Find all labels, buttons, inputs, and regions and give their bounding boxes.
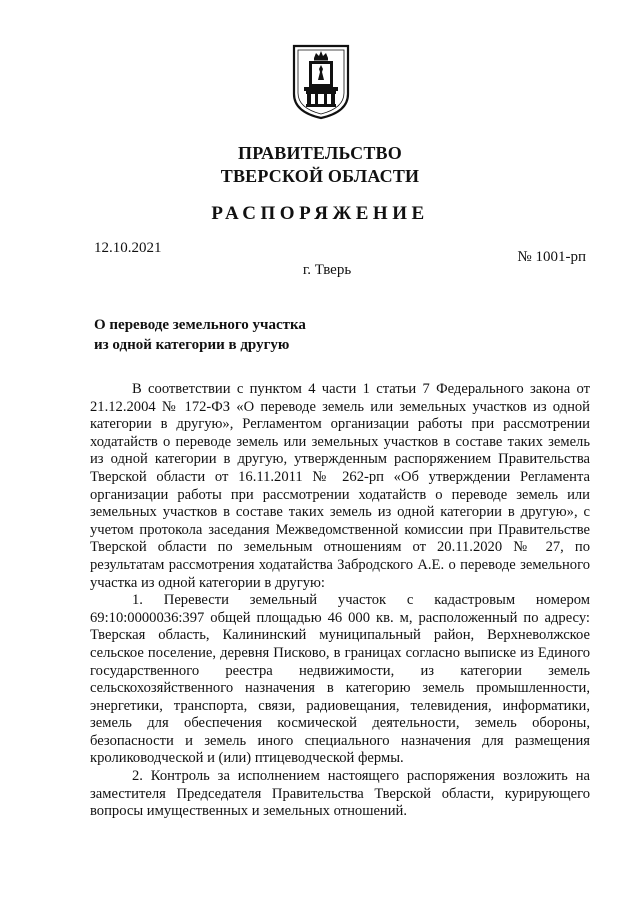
- document-city: г. Тверь: [302, 262, 352, 278]
- document-number: № 1001-рп: [517, 249, 586, 265]
- subject-line1: О переводе земельного участка: [94, 317, 306, 333]
- organization-name-line1: ПРАВИТЕЛЬСТВО: [238, 143, 402, 163]
- item-1-paragraph: 1. Перевести земельный участок с кадастровым номером 69:10:0000036:397 общей площадью 46 000 кв. м, расположенный по адресу: Тверская область, Калининский муниципальный район, Верхневолжское сельское поселение, деревня Писково, в границах согласно выписке из Единого государственного реестра недвижимости, из категории земель сельскохозяйственного назначения в категорию земель промышленности, энергетики, транспорта, связи, радиовещания, телевидения, информатики, земель для обеспечения космической деятельности, земель обороны, безопасности и земель иного специального назначения для размещения кролиководческой и (или) птицеводческой фермы.: [90, 592, 590, 767]
- intro-paragraph: В соответствии с пунктом 4 части 1 статьи 7 Федерального закона от 21.12.2004 № 172-ФЗ «О переводе земель или земельных участков из одной категории в другую», Регламентом организации работы при рассмотрении ходатайств о переводе земель или земельных участков в составе таких земель из одной категории в другую, утвержденным распоряжением Правительства Тверской области от 16.11.2011 № 262-рп «Об утверждении Регламента организации работы при рассмотрении ходатайств о переводе земель или земельных участков в составе таких земель из одной категории в другую», с учетом протокола заседания Межведомственной комиссии при Правительстве Тверской области по земельным отношениям от 20.11.2020 № 27, по результатам рассмотрения ходатайства Забродского А.Е. о переводе земельного участка из одной категории в другую:: [90, 381, 590, 591]
- item-2-paragraph: 2. Контроль за исполнением настоящего распоряжения возложить на заместителя Председателя Правительства Тверской области, курирующего вопросы имущественных и земельных отношений.: [90, 768, 590, 820]
- document-subject: [94, 315, 394, 355]
- subject-line2: из одной категории в другую: [94, 337, 290, 353]
- document-body: [90, 381, 590, 821]
- coat-of-arms-icon: [292, 42, 350, 120]
- organization-name-line2: ТВЕРСКОЙ ОБЛАСТИ: [220, 166, 420, 186]
- document-date: 12.10.2021: [94, 240, 162, 256]
- document-type: РАСПОРЯЖЕНИЕ: [211, 203, 429, 224]
